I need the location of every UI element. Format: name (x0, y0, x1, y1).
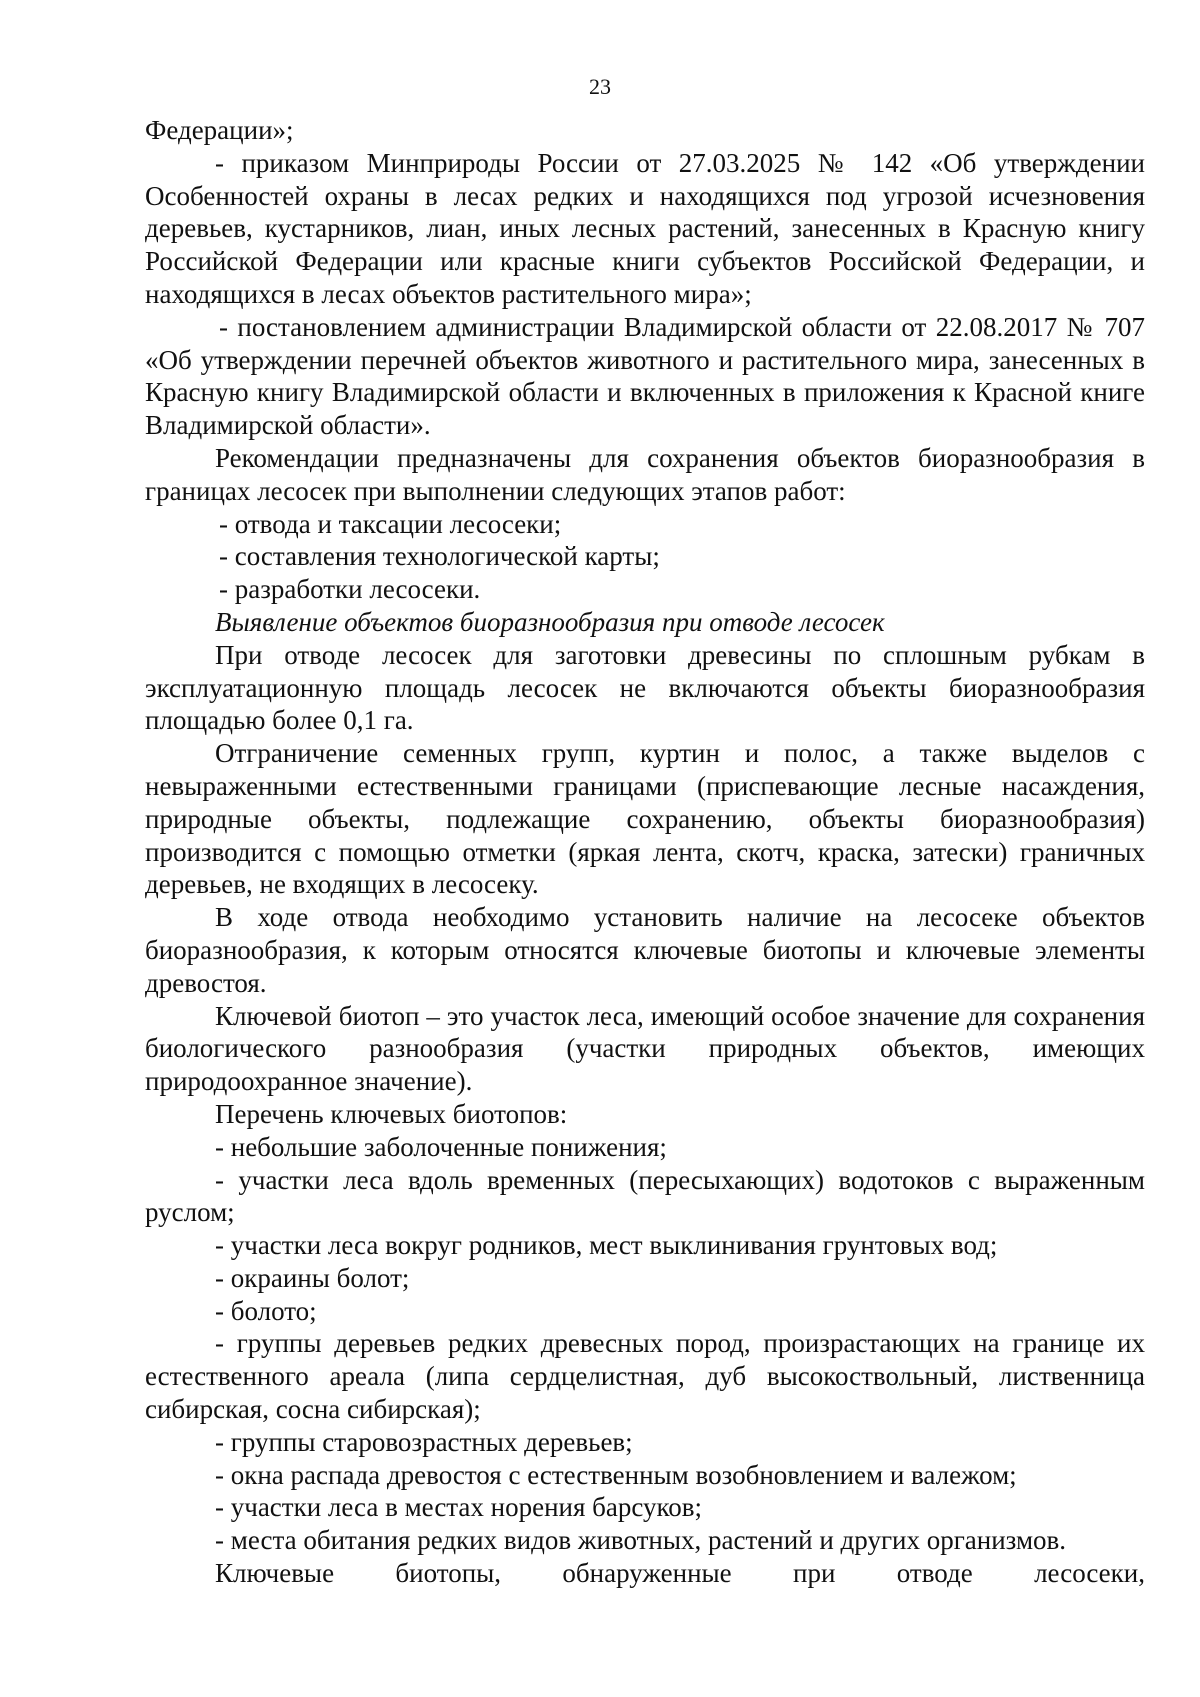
paragraph: При отводе лесосек для заготовки древесины по сплошным рубкам в эксплуатационную площадь лесосек не включаются объекты биоразнообразия площадью более 0,1 га. (145, 639, 1145, 736)
list-item: - группы старовозрастных деревьев; (215, 1426, 633, 1457)
list-item: - составления технологической карты; (219, 541, 660, 572)
page-number: 23 (589, 74, 611, 99)
paragraph: Ключевые биотопы, обнаруженные при отводе лесосеки, (215, 1558, 1145, 1589)
paragraph: Ключевой биотоп – это участок леса, имеющий особое значение для сохранения биологического разнообразия (участки природных объектов, имеющих природоохранное значение). (145, 1000, 1145, 1097)
list-item: - отвода и таксации лесосеки; (219, 508, 562, 539)
paragraph: Перечень ключевых биотопов: (215, 1098, 568, 1129)
paragraph: В ходе отвода необходимо установить наличие на лесосеке объектов биоразнообразия, к которым относятся ключевые биотопы и ключевые элементы древостоя. (145, 902, 1145, 998)
list-item: - постановлением администрации Владимирской области от 22.08.2017 № 707 «Об утверждении перечней объектов животного и растительного мира, занесенных в Красную книгу Владимирской области и включенных в приложения к Красной книге Владимирской области». (145, 311, 1145, 441)
paragraph: Отграничение семенных групп, куртин и полос, а также выделов с невыраженными естественными границами (приспевающие лесные насаждения, природные объекты, подлежащие сохранению, объекты биоразнообразия) производится с помощью отметки (яркая лента, скотч, краска, затески) граничных деревьев, не входящих в лесосеку. (145, 738, 1145, 900)
list-item: - группы деревьев редких древесных пород, произрастающих на границе их естественного ареала (липа сердцелистная, дуб высокоствольный, лиственница сибирская, сосна сибирская); (145, 1328, 1145, 1425)
paragraph: Федерации»; (145, 115, 294, 145)
list-item: - участки леса вокруг родников, мест выклинивания грунтовых вод; (215, 1230, 998, 1261)
list-item: - окраины болот; (215, 1262, 410, 1293)
document-body (145, 114, 1145, 1590)
list-item: - места обитания редких видов животных, растений и других организмов. (215, 1525, 1067, 1556)
list-item: - приказом Минприроды России от 27.03.2025 № 142 «Об утверждении Особенностей охраны в лесах редких и находящихся под угрозой исчезновения деревьев, кустарников, лиан, иных лесных растений, занесенных в Красную книгу Российской Федерации или красные книги субъектов Российской Федерации, и находящихся в лесах объектов растительного мира»; (145, 147, 1145, 309)
list-item: - участки леса в местах норения барсуков; (215, 1492, 703, 1523)
list-item: - небольшие заболоченные понижения; (215, 1131, 667, 1162)
section-heading: Выявление объектов биоразнообразия при отводе лесосек (215, 606, 885, 637)
paragraph: Рекомендации предназначены для сохранения объектов биоразнообразия в границах лесосек при выполнении следующих этапов работ: (145, 442, 1145, 506)
list-item: - окна распада древостоя с естественным возобновлением и валежом; (215, 1459, 1017, 1490)
list-item: - разработки лесосеки. (219, 574, 481, 605)
list-item: - болото; (215, 1295, 317, 1326)
list-item: - участки леса вдоль временных (пересыхающих) водотоков с выраженным руслом; (145, 1164, 1145, 1228)
